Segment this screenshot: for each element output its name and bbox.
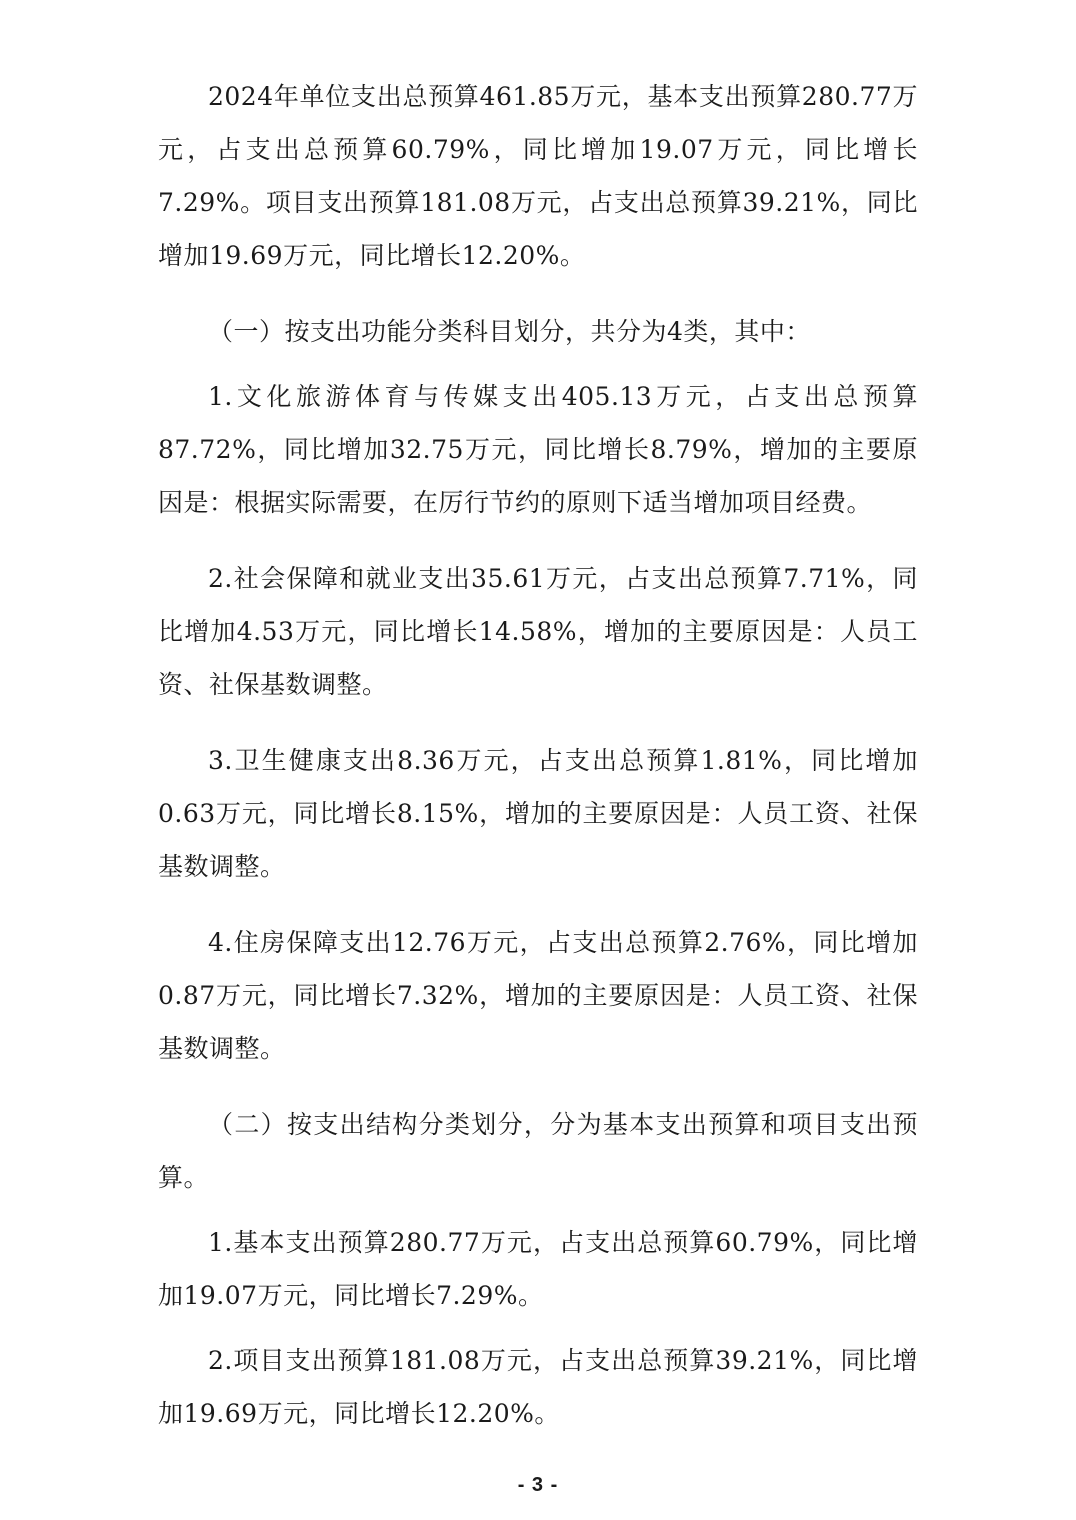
- paragraph-housing: 4.住房保障支出12.76万元，占支出总预算2.76%，同比增加0.87万元，同比增长7.32%，增加的主要原因是：人员工资、社保基数调整。: [158, 928, 918, 1063]
- page-number: - 3 -: [517, 1474, 559, 1496]
- paragraph-section-structure-heading: （二）按支出结构分类划分，分为基本支出预算和项目支出预算。: [158, 1110, 918, 1192]
- paragraph-project-expenditure: 2.项目支出预算181.08万元，占支出总预算39.21%，同比增加19.69万元，同比增长12.20%。: [158, 1346, 918, 1428]
- paragraph-section-function-heading: （一）按支出功能分类科目划分，共分为4类，其中：: [208, 317, 811, 346]
- document-body: [158, 70, 918, 1440]
- paragraph-social-security: 2.社会保障和就业支出35.61万元，占支出总预算7.71%，同比增加4.53万元，同比增长14.58%，增加的主要原因是：人员工资、社保基数调整。: [158, 564, 918, 699]
- paragraph-culture-tourism: 1.文化旅游体育与传媒支出405.13万元，占支出总预算87.72%，同比增加32.75万元，同比增长8.79%，增加的主要原因是：根据实际需要，在厉行节约的原则下适当增加项目经费。: [158, 382, 918, 517]
- paragraph-health: 3.卫生健康支出8.36万元，占支出总预算1.81%，同比增加0.63万元，同比增长8.15%，增加的主要原因是：人员工资、社保基数调整。: [158, 746, 918, 881]
- paragraph-basic-expenditure: 1.基本支出预算280.77万元，占支出总预算60.79%，同比增加19.07万元，同比增长7.29%。: [158, 1228, 918, 1310]
- paragraph-budget-summary: 2024年单位支出总预算461.85万元，基本支出预算280.77万元，占支出总预算60.79%，同比增加19.07万元，同比增长7.29%。项目支出预算181.08万元，占支出总预算39.21%，同比增加19.69万元，同比增长12.20%。: [158, 82, 918, 270]
